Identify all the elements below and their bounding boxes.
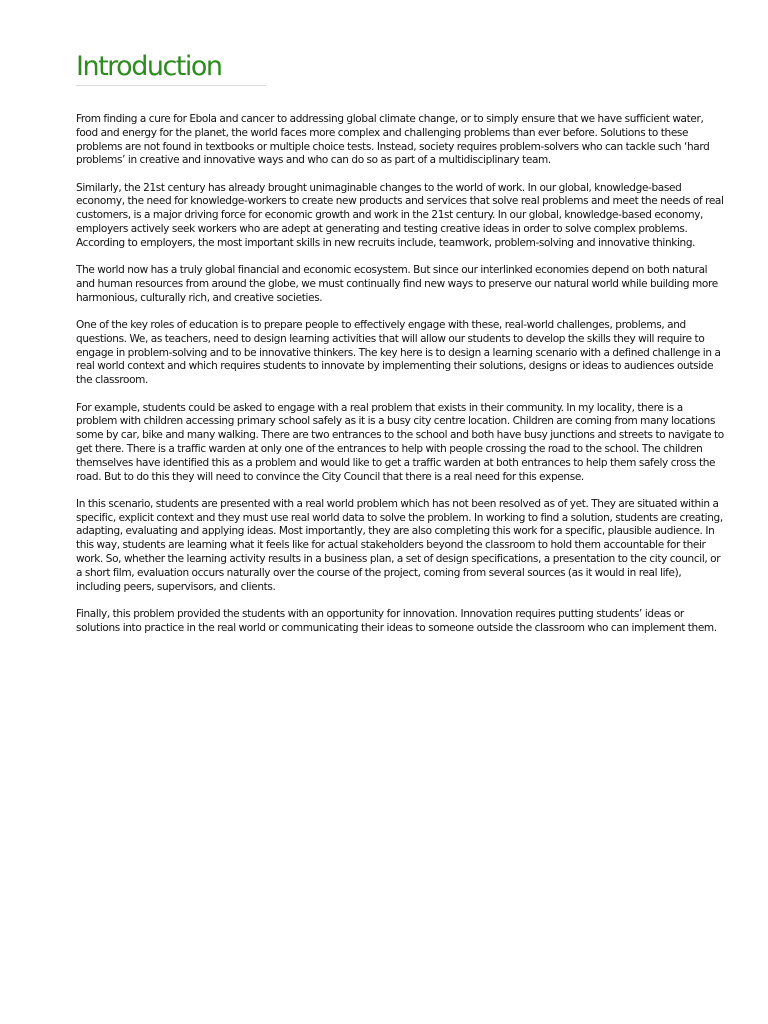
paragraph-3: The world now has a truly global financial and economic ecosystem. But since our interlinked economies depend on both natural and human resources from around the globe, we must continually find new ways to preserve our natural world while building more harmonious, culturally rich, and creative societies. <box>76 264 718 304</box>
paragraph-7: Finally, this problem provided the students with an opportunity for innovation. Innovation requires putting students’ ideas or solutions into practice in the real world or communicating their ideas to someone outside the classroom who can implement them. <box>76 607 717 634</box>
heading-underline <box>76 50 266 86</box>
paragraph-2: Similarly, the 21st century has already brought unimaginable changes to the world of work. In our global, knowledge-based economy, the need for knowledge-workers to create new products and services that solve real problems and meet the needs of real customers, is a major driving force for economic growth and work in the 21st century. In our global, knowledge-based economy, employers actively seek workers who are adept at generating and testing creative ideas in order to solve complex problems. According to employers, the most important skills in new recruits include, teamwork, problem-solving and innovative thinking. <box>76 181 724 249</box>
paragraph-1: From finding a cure for Ebola and cancer to addressing global climate change, or to simply ensure that we have sufficient water, food and energy for the planet, the world faces more complex and challenging problems than ever before. Solutions to these problems are not found in textbooks or multiple choice tests. Instead, society requires problem-solvers who can tackle such ‘hard problems’ in creative and innovative ways and who can do so as part of a multidisciplinary team. <box>76 113 710 167</box>
body-text <box>76 113 726 636</box>
paragraph-6: In this scenario, students are presented with a real world problem which has not been resolved as of yet. They are situated within a specific, explicit context and they must use real world data to solve the problem. In working to find a solution, students are creating, adapting, evaluating and applying ideas. Most importantly, they are also completing this work for a specific, plausible audience. In this way, students are learning what it feels like for actual stakeholders beyond the classroom to hold them accountable for their work. So, whether the learning activity results in a business plan, a set of design specifications, a presentation to the city council, or a short film, evaluation occurs naturally over the course of the project, coming from several sources (as it would in real life), including peers, supervisors, and clients. <box>76 497 723 593</box>
page-title: Introduction <box>76 51 222 82</box>
paragraph-5: For example, students could be asked to engage with a real problem that exists in their community. In my locality, there is a problem with children accessing primary school safely as it is a busy city centre location. Children are coming from many locations some by car, bike and many walking. There are two entrances to the school and both have busy junctions and streets to navigate to get there. There is a traffic warden at only one of the entrances to help with people crossing the road to the school. The children themselves have identified this as a problem and would like to get a traffic warden at both entrances to help them safely cross the road. But to do this they will need to convince the City Council that there is a real need for this expense. <box>76 401 724 483</box>
paragraph-4: One of the key roles of education is to prepare people to effectively engage with these, real-world challenges, problems, and questions. We, as teachers, need to design learning activities that will allow our students to develop the skills they will require to engage in problem-solving and to be innovative thinkers. The key here is to design a learning scenario with a defined challenge in a real world context and which requires students to innovate by implementing their solutions, designs or ideas to audiences outside the classroom. <box>76 319 721 387</box>
